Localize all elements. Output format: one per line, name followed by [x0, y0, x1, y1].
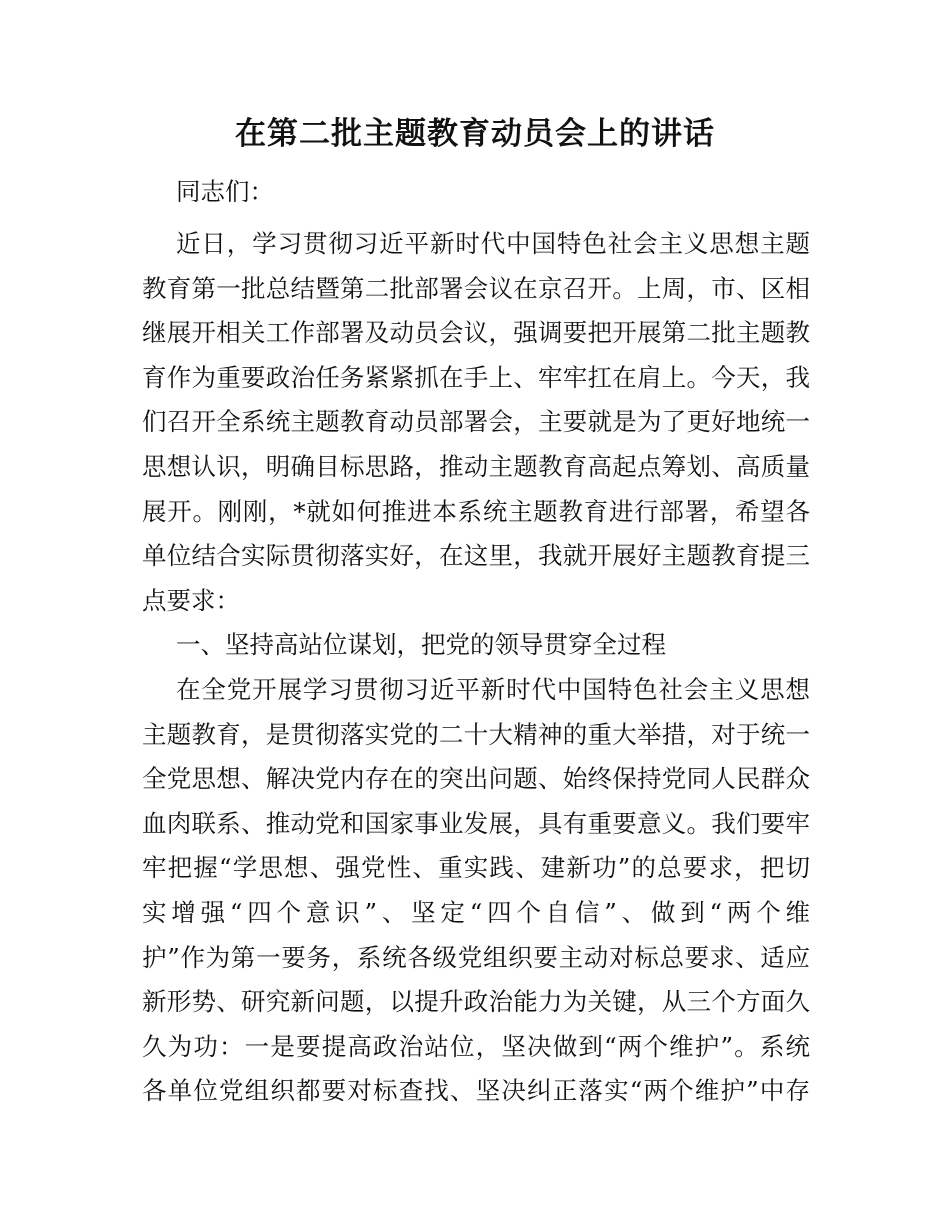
body-text-line: 思想认识，明确目标思路，推动主题教育高起点筹划、高质量 — [142, 452, 810, 481]
body-text-line: 展开。刚刚，*就如何推进本系统主题教育进行部署，希望各 — [142, 496, 810, 526]
body-text-line: 单位结合实际贯彻落实好，在这里，我就开展好主题教育提三 — [142, 541, 810, 571]
salutation: 同志们： — [176, 177, 274, 206]
body-text-line: 全党思想、解决党内存在的突出问题、始终保持党同人民群众 — [142, 764, 810, 794]
body-text-line: 血肉联系、推动党和国家事业发展，具有重要意义。我们要牢 — [142, 808, 810, 838]
body-text-line: 牢把握“学思想、强党性、重实践、建新功”的总要求，把切 — [142, 853, 810, 883]
body-text-line: 久为功：一是要提高政治站位，坚决做到“两个维护”。系统 — [142, 1031, 810, 1061]
document-title: 在第二批主题教育动员会上的讲话 — [235, 116, 715, 152]
body-text-line: 在全党开展学习贯彻习近平新时代中国特色社会主义思想 — [176, 675, 810, 704]
body-text-line: 实增强“四个意识”、坚定“四个自信”、做到“两个维 — [142, 898, 810, 927]
body-text-line: 近日，学习贯彻习近平新时代中国特色社会主义思想主题 — [176, 229, 810, 258]
body-text-line: 教育第一批总结暨第二批部署会议在京召开。上周，市、区相 — [142, 273, 810, 303]
body-text-line: 继展开相关工作部署及动员会议，强调要把开展第二批主题教 — [142, 318, 810, 348]
body-text-line: 育作为重要政治任务紧紧抓在手上、牢牢扛在肩上。今天，我 — [142, 362, 810, 392]
body-text-line: 们召开全系统主题教育动员部署会，主要就是为了更好地统一 — [142, 407, 810, 437]
body-text-line: 护”作为第一要务，系统各级党组织要主动对标总要求、适应 — [142, 942, 810, 972]
body-text-line: 各单位党组织都要对标查找、坚决纠正落实“两个维护”中存 — [142, 1076, 810, 1106]
body-text-line: 点要求： — [142, 585, 240, 615]
body-text-line: 新形势、研究新问题，以提升政治能力为关键，从三个方面久 — [142, 987, 810, 1017]
section-heading: 一、坚持高站位谋划，把党的领导贯穿全过程 — [176, 630, 666, 660]
body-text-line: 主题教育，是贯彻落实党的二十大精神的重大举措，对于统一 — [142, 719, 810, 749]
